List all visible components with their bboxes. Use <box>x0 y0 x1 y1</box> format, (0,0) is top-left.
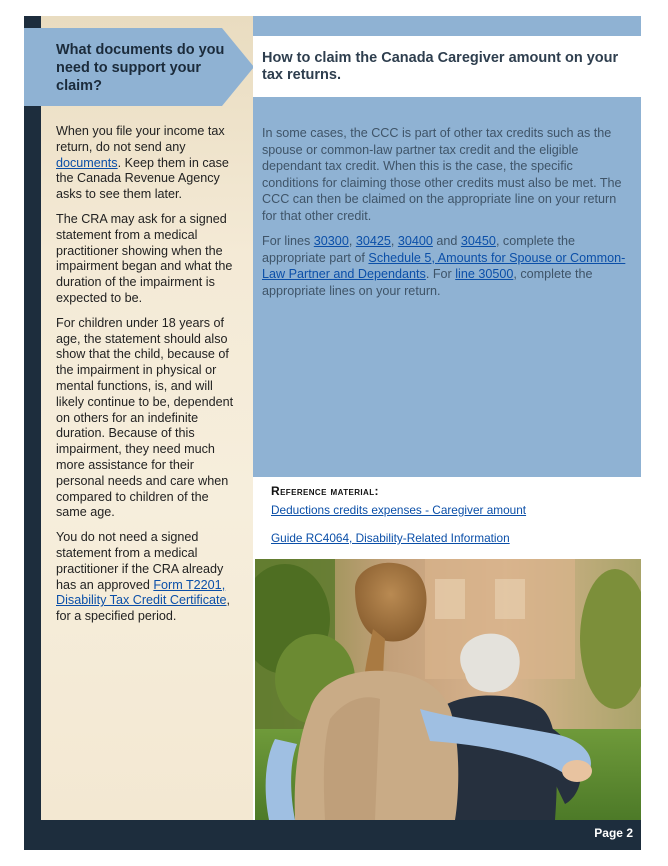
sidebar-paragraph: The CRA may ask for a signed statement from a medical practitioner showing when the impairment began and what the duration of the impairment is expected to be. <box>56 211 233 305</box>
documents-link[interactable]: documents <box>56 155 118 170</box>
caregiver-illustration <box>255 559 641 820</box>
line-30425-link[interactable]: 30425 <box>355 234 391 248</box>
section-heading: How to claim the Canada Caregiver amount on your tax returns. <box>253 38 641 96</box>
sidebar-paragraph: You do not need a signed statement from a medical practitioner if the CRA already has an approved Form T2201, Disability Tax Credit Certificate, for a specified period. <box>56 530 231 624</box>
page-number: Page 2 <box>594 826 633 840</box>
reference-heading: Reference material: <box>271 484 379 498</box>
line-30300-link[interactable]: 30300 <box>313 234 349 248</box>
sidebar-text <box>56 124 240 634</box>
guide-rc4064-link[interactable]: Guide RC4064, Disability-Related Information <box>271 531 510 545</box>
page-footer <box>41 820 641 850</box>
caregiver-amount-link[interactable]: Deductions credits expenses - Caregiver amount <box>271 503 527 517</box>
sidebar-paragraph: For children under 18 years of age, the statement should also show that the child, because of the impairment in physical or mental functions, is, and will likely continue to be, dependent on others for an indefinite duration. Because of this impairment, they need much more assistance for their personal needs and care when compared to children of the same age. <box>56 315 234 520</box>
line-30500-link[interactable]: line 30500 <box>455 267 514 281</box>
reference-material <box>253 477 641 559</box>
main-paragraph: In some cases, the CCC is part of other tax credits such as the spouse or common-law partner tax credit and the eligible dependant tax credit. When this is the case, the specific conditions for claiming those other credits must also be met. The CCC can then be claimed on the appropriate line on your return for that other credit. <box>262 126 622 223</box>
left-accent-bar <box>24 16 41 850</box>
line-30450-link[interactable]: 30450 <box>460 234 496 248</box>
callout-banner <box>24 28 254 106</box>
main-paragraph: For lines 30300, 30425, 30400 and 30450, complete the appropriate part of Schedule 5, Amounts for Spouse or Common-Law Partner and Dependants. For line 30500, complete the appropriate lines on your return. <box>262 234 626 298</box>
top-blue-strip <box>253 16 641 36</box>
caregiver-photo <box>255 559 641 820</box>
callout-title: What documents do you need to support your claim? <box>56 42 225 94</box>
schedule-5-link[interactable]: Schedule 5, Amounts for Spouse or Common-Law Partner and Dependants <box>262 250 626 281</box>
form-t2201-link[interactable]: Form T2201, Disability Tax Credit Certificate <box>56 577 227 608</box>
main-text-panel <box>253 97 641 477</box>
line-30400-link[interactable]: 30400 <box>397 234 433 248</box>
sidebar-paragraph: When you file your income tax return, do not send any documents. Keep them in case the Canada Revenue Agency asks to see them later. <box>56 124 229 202</box>
